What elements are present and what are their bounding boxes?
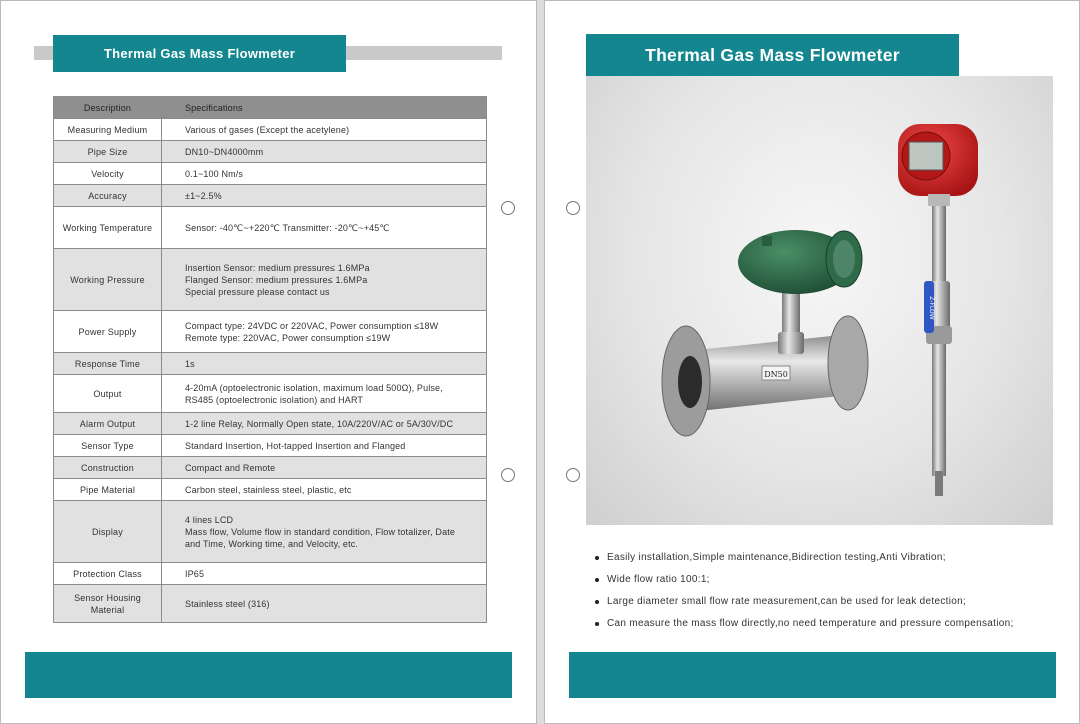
spec-value: 1s (185, 358, 195, 369)
spec-value: Insertion Sensor: medium pressure≤ 1.6MPa (185, 262, 370, 273)
table-header-row (54, 97, 487, 119)
table-row (54, 501, 487, 563)
stem-nut (778, 332, 804, 354)
header-description: Description (54, 97, 162, 119)
spec-value: and Time, Working time, and Velocity, etc. (185, 538, 359, 549)
spec-value-cell (162, 163, 487, 185)
spec-value-cell (162, 249, 487, 311)
spec-value-cell (162, 185, 487, 207)
binder-hole (501, 468, 515, 482)
spec-label: Measuring Medium (67, 124, 148, 135)
probe-tip (935, 471, 943, 496)
valve-handle-text: Z-FLOW (928, 296, 935, 320)
features-list (595, 547, 1055, 635)
spec-value: Special pressure please contact us (185, 286, 330, 297)
spec-label-cell (54, 185, 162, 207)
table-row (54, 163, 487, 185)
spec-value: Remote type: 220VAC, Power consumption ≤19W (185, 332, 391, 343)
table-row (54, 413, 487, 435)
spec-label: Protection Class (73, 568, 142, 579)
spec-value-cell (162, 207, 487, 249)
right-page (544, 0, 1080, 724)
bullet-icon (595, 578, 599, 582)
table-row (54, 375, 487, 413)
table-row (54, 141, 487, 163)
spec-value: Mass flow, Volume flow in standard condition, Flow totalizer, Date (185, 526, 456, 537)
feature-text: Can measure the mass flow directly,no need temperature and pressure compensation; (607, 618, 1014, 629)
spec-label: Velocity (91, 168, 124, 179)
spec-label-cell (54, 163, 162, 185)
table-row (54, 479, 487, 501)
spec-label: Sensor Housing (74, 592, 141, 603)
specifications-table (53, 96, 487, 623)
spec-label: Power Supply (78, 326, 137, 337)
spec-value: 0.1~100 Nm/s (185, 168, 244, 179)
left-page (0, 0, 537, 724)
table-row (54, 249, 487, 311)
table-row (54, 311, 487, 353)
spec-value: ±1~2.5% (185, 190, 222, 201)
spec-label: Pipe Material (79, 484, 136, 495)
spec-value-cell (162, 563, 487, 585)
spec-label-cell (54, 413, 162, 435)
spec-value-cell (162, 353, 487, 375)
spec-value: RS485 (optoelectronic isolation) and HART (185, 394, 364, 405)
bullet-icon (595, 600, 599, 604)
spec-label: Material (90, 604, 125, 615)
spec-value-cell (162, 311, 487, 353)
spec-label-cell (54, 141, 162, 163)
binder-hole (566, 201, 580, 215)
left-page-title: Thermal Gas Mass Flowmeter (53, 35, 346, 72)
spec-value: Stainless steel (316) (185, 598, 270, 609)
flowmeter-illustration (586, 76, 1053, 525)
spec-value-cell (162, 375, 487, 413)
spec-value: IP65 (185, 568, 205, 579)
spec-value: Sensor: -40℃~+220℃ Transmitter: -20℃~+45℃ (185, 222, 390, 233)
spec-value: Carbon steel, stainless steel, plastic, etc (185, 484, 352, 495)
spec-label: Working Temperature (62, 222, 153, 233)
feature-item (595, 547, 1055, 569)
spec-label-cell (54, 479, 162, 501)
spec-value-cell (162, 141, 487, 163)
spec-label-cell (54, 353, 162, 375)
spec-label-cell (54, 375, 162, 413)
spec-label: Output (93, 388, 122, 399)
spec-label: Sensor Type (81, 440, 134, 451)
product-photo (586, 76, 1053, 525)
feature-text: Large diameter small flow rate measurement,can be used for leak detection; (607, 596, 967, 607)
spec-value: Various of gases (Except the acetylene) (185, 124, 350, 135)
spec-label-cell (54, 563, 162, 585)
footer-bar (25, 652, 512, 698)
spec-value-cell (162, 479, 487, 501)
spec-value-cell (162, 585, 487, 623)
feature-item (595, 613, 1055, 635)
spec-label: Response Time (74, 358, 141, 369)
right-flange (828, 316, 868, 410)
spec-value: Compact and Remote (185, 462, 276, 473)
spec-value-cell (162, 119, 487, 141)
spec-label: Display (92, 526, 123, 537)
lcd-display (909, 142, 943, 170)
table-row (54, 119, 487, 141)
feature-item (595, 569, 1055, 591)
spec-value-cell (162, 435, 487, 457)
spec-label-cell (54, 311, 162, 353)
table-row (54, 563, 487, 585)
table-body (54, 119, 487, 623)
spec-label-cell (54, 119, 162, 141)
housing-neck (928, 194, 950, 206)
spec-label: Accuracy (88, 190, 127, 201)
spec-value-cell (162, 457, 487, 479)
feature-item (595, 591, 1055, 613)
spec-label: Construction (81, 462, 134, 473)
table-row (54, 457, 487, 479)
pipe-bore (678, 356, 702, 408)
spec-label: Pipe Size (87, 146, 128, 157)
table-row (54, 207, 487, 249)
feature-text: Wide flow ratio 100:1; (607, 574, 710, 585)
table-row (54, 435, 487, 457)
green-display-window (833, 240, 855, 278)
spec-label: Alarm Output (79, 418, 136, 429)
spec-label-cell (54, 249, 162, 311)
table-row (54, 353, 487, 375)
spec-label: Working Pressure (70, 274, 145, 285)
spec-label-cell (54, 585, 162, 623)
spec-value: 1-2 line Relay, Normally Open state, 10A/220V/AC or 5A/30V/DC (185, 418, 454, 429)
feature-text: Easily installation,Simple maintenance,Bidirection testing,Anti Vibration; (607, 552, 946, 563)
binder-hole (566, 468, 580, 482)
bullet-icon (595, 556, 599, 560)
spec-label-cell (54, 207, 162, 249)
bullet-icon (595, 622, 599, 626)
footer-bar (569, 652, 1056, 698)
header-specifications: Specifications (162, 97, 487, 119)
dn-tag-text: DN50 (764, 370, 788, 379)
spec-value: Flanged Sensor: medium pressure≤ 1.6MPa (185, 274, 368, 285)
cable-gland (762, 236, 772, 246)
flanged-flowmeter (662, 230, 868, 436)
table-row (54, 185, 487, 207)
spec-value-cell (162, 413, 487, 435)
spec-value: 4-20mA (optoelectronic isolation, maximum load 500Ω), Pulse, (185, 382, 443, 393)
spec-label-cell (54, 501, 162, 563)
spec-value: Standard Insertion, Hot-tapped Insertion and Flanged (185, 440, 406, 451)
insertion-flowmeter (898, 124, 978, 496)
spec-value: DN10~DN4000mm (185, 146, 264, 157)
spec-label-cell (54, 457, 162, 479)
table-row (54, 585, 487, 623)
spec-label-cell (54, 435, 162, 457)
right-page-title: Thermal Gas Mass Flowmeter (586, 34, 959, 76)
spec-value: 4 lines LCD (185, 514, 234, 525)
spec-value-cell (162, 501, 487, 563)
binder-hole (501, 201, 515, 215)
spec-value: Compact type: 24VDC or 220VAC, Power consumption ≤18W (185, 320, 439, 331)
